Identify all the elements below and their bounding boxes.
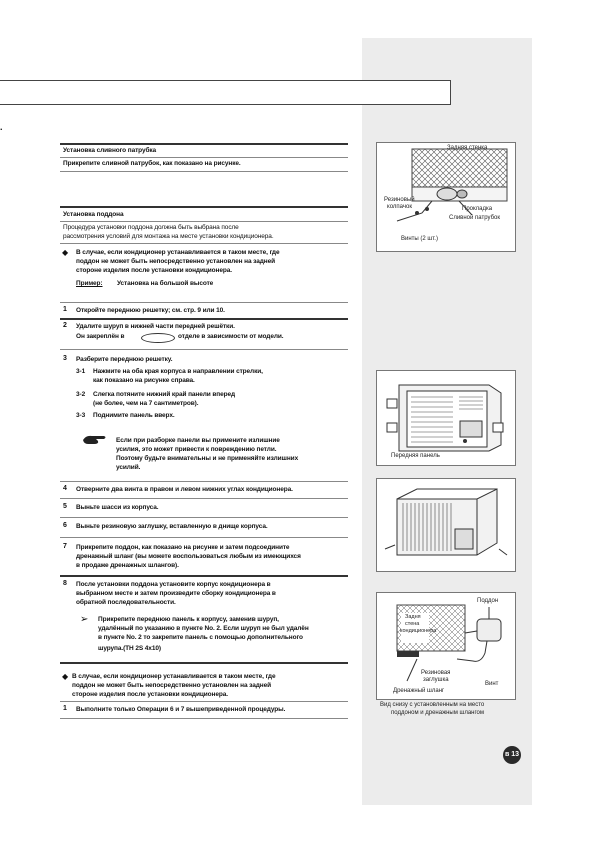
label-rear-wall: кондиционера bbox=[400, 628, 437, 634]
divider bbox=[60, 171, 348, 172]
divider bbox=[60, 718, 348, 719]
label-drain-hose: Дренажный шланг bbox=[393, 688, 445, 694]
page-number-badge: в 13 bbox=[503, 746, 521, 764]
section-title-drain-pipe: Установка сливного патрубка bbox=[63, 147, 157, 154]
label-drain-pipe: Сливной патрубок bbox=[449, 215, 500, 221]
step-number: 1 bbox=[63, 705, 67, 712]
example-label: Пример: bbox=[76, 280, 103, 287]
substep-number: 3-2 bbox=[76, 391, 86, 398]
divider bbox=[60, 517, 348, 518]
case-line-3: стороне изделия после установки кондиционера. bbox=[76, 267, 232, 274]
substep-text: Поднимите панель вверх. bbox=[93, 412, 175, 419]
label-rear-wall: Задняя стенка bbox=[447, 145, 488, 151]
divider bbox=[60, 302, 348, 303]
label-rear-wall: Задня bbox=[405, 614, 421, 620]
step-text: Разберите переднюю решетку. bbox=[76, 356, 173, 363]
drain-pipe-text: Прикрепите сливной патрубок, как показано на рисунке. bbox=[63, 160, 241, 167]
substep-text: (не более, чем на 7 сантиметров). bbox=[93, 400, 199, 407]
chassis-illustration bbox=[377, 479, 515, 571]
divider bbox=[60, 537, 348, 538]
step-number: 3 bbox=[63, 355, 67, 362]
divider bbox=[60, 701, 348, 702]
step-text: Откройте переднюю решетку; см. стр. 9 или 10. bbox=[76, 307, 225, 314]
warning-text: Если при разборке панели вы примените излишние bbox=[116, 437, 280, 444]
step-text: обратной последовательности. bbox=[76, 599, 176, 606]
divider bbox=[60, 349, 348, 350]
step-text: отделе в зависимости от модели. bbox=[178, 333, 284, 340]
note-text: удалённый по указанию в пункте No. 2. Если шуруп не был удалён bbox=[98, 625, 309, 632]
step-number: 4 bbox=[63, 485, 67, 492]
diamond-bullet-icon: ◆ bbox=[62, 248, 69, 257]
case-line-2: поддон не может быть непосредственно установлен на задней bbox=[76, 258, 275, 265]
substep-number: 3-1 bbox=[76, 368, 86, 375]
substep-text: Нажмите на оба края корпуса в направлении стрелки, bbox=[93, 368, 263, 375]
divider bbox=[60, 243, 348, 244]
step-text: дренажный шланг (вы можете воспользоваться любым из имеющихся bbox=[76, 553, 301, 560]
arrow-icon: ➢ bbox=[80, 614, 89, 625]
step-number: 2 bbox=[63, 322, 67, 329]
substep-text: Слегка потяните нижний край панели вперед bbox=[93, 391, 236, 398]
substep-text: как показано на рисунке справа. bbox=[93, 377, 195, 384]
warning-text: усилия, это может привести к повреждению петли. bbox=[116, 446, 277, 453]
label-screws: Винты (2 шт.) bbox=[401, 236, 438, 242]
step-number: 8 bbox=[63, 580, 67, 587]
label-pan: Поддон bbox=[477, 598, 499, 604]
note-text: шурупа.(TH 2S 4x10) bbox=[98, 645, 161, 652]
case2-text: поддон не может быть непосредственно установлен на задней bbox=[72, 682, 271, 689]
warning-text: Поэтому будьте внимательны и не применяйте излишних bbox=[116, 455, 299, 462]
drain-pan-text-2: рассмотрения условий для монтажа на месте установки кондиционера. bbox=[63, 233, 274, 240]
note-text: Прикрепите переднюю панель к корпусу, заменив шуруп, bbox=[98, 616, 279, 623]
header-bar bbox=[0, 80, 451, 105]
step-text: выбранном месте и затем произведите сборку кондиционера в bbox=[76, 590, 276, 597]
pointing-hand-icon bbox=[82, 433, 108, 447]
label-rubber-plug: заглушка bbox=[423, 677, 449, 683]
label-gasket: Прокладка bbox=[462, 206, 493, 212]
figure-drain-pan bbox=[376, 592, 516, 700]
oval-icon bbox=[141, 333, 175, 343]
step-text: Он закреплён в bbox=[76, 333, 125, 340]
label-rubber-cap: Резиновый bbox=[384, 197, 415, 203]
figure-front-panel bbox=[376, 370, 516, 466]
air-conditioner-front-illustration bbox=[377, 371, 515, 465]
divider bbox=[60, 498, 348, 499]
step-text: Выньте шасси из корпуса. bbox=[76, 504, 159, 511]
case2-text: стороне изделия после установки кондиционера. bbox=[72, 691, 228, 698]
step-number: 5 bbox=[63, 503, 67, 510]
divider bbox=[60, 143, 348, 145]
step-number: 7 bbox=[63, 543, 67, 550]
case2-text: В случае, если кондиционер устанавливается в таком месте, где bbox=[72, 673, 276, 680]
diamond-bullet-icon: ◆ bbox=[62, 672, 69, 681]
label-rubber-cap: колпачок bbox=[387, 204, 412, 210]
step-text: Прикрепите поддон, как показано на рисунке и затем подсоедините bbox=[76, 544, 290, 551]
divider bbox=[60, 206, 348, 208]
divider bbox=[60, 221, 348, 222]
divider bbox=[60, 318, 348, 320]
header-marker: . bbox=[0, 122, 3, 132]
step-number: 1 bbox=[63, 306, 67, 313]
step-text: Выполните только Операции 6 и 7 вышеприведенной процедуры. bbox=[76, 706, 286, 713]
figure-chassis bbox=[376, 478, 516, 572]
divider bbox=[60, 157, 348, 158]
label-screw: Винт bbox=[485, 681, 499, 687]
divider bbox=[60, 662, 348, 664]
section-title-drain-pan: Установка поддона bbox=[63, 211, 124, 218]
step-text: Выньте резиновую заглушку, вставленную в днище корпуса. bbox=[76, 523, 268, 530]
drain-pan-text-1: Процедура установки поддона должна быть выбрана после bbox=[63, 224, 239, 231]
figure-caption: Вид снизу с установленным на место bbox=[380, 702, 485, 708]
label-rear-wall: стена bbox=[405, 621, 420, 627]
divider bbox=[60, 575, 348, 577]
example-text: Установка на большой высоте bbox=[117, 280, 214, 287]
label-rubber-plug: Резиновая bbox=[421, 670, 451, 676]
figure-drain-pipe bbox=[376, 142, 516, 252]
figure-caption: поддоном и дренажным шлангом bbox=[391, 710, 484, 716]
case-line-1: В случае, если кондиционер устанавливается в таком месте, где bbox=[76, 249, 280, 256]
step-text: Отверните два винта в правом и левом нижних углах кондиционера. bbox=[76, 486, 293, 493]
divider bbox=[60, 481, 348, 482]
step-text: Удалите шуруп в нижней части передней решётки. bbox=[76, 323, 235, 330]
step-number: 6 bbox=[63, 522, 67, 529]
note-text: в пункте No. 2 то закрепите панель с помощью дополнительного bbox=[98, 634, 303, 641]
label-front-panel: Передняя панель bbox=[391, 453, 440, 459]
warning-text: усилий. bbox=[116, 464, 141, 471]
step-text: в продаже дренажных шлангов). bbox=[76, 562, 179, 569]
substep-number: 3-3 bbox=[76, 412, 86, 419]
step-text: После установки поддона установите корпус кондиционера в bbox=[76, 581, 271, 588]
